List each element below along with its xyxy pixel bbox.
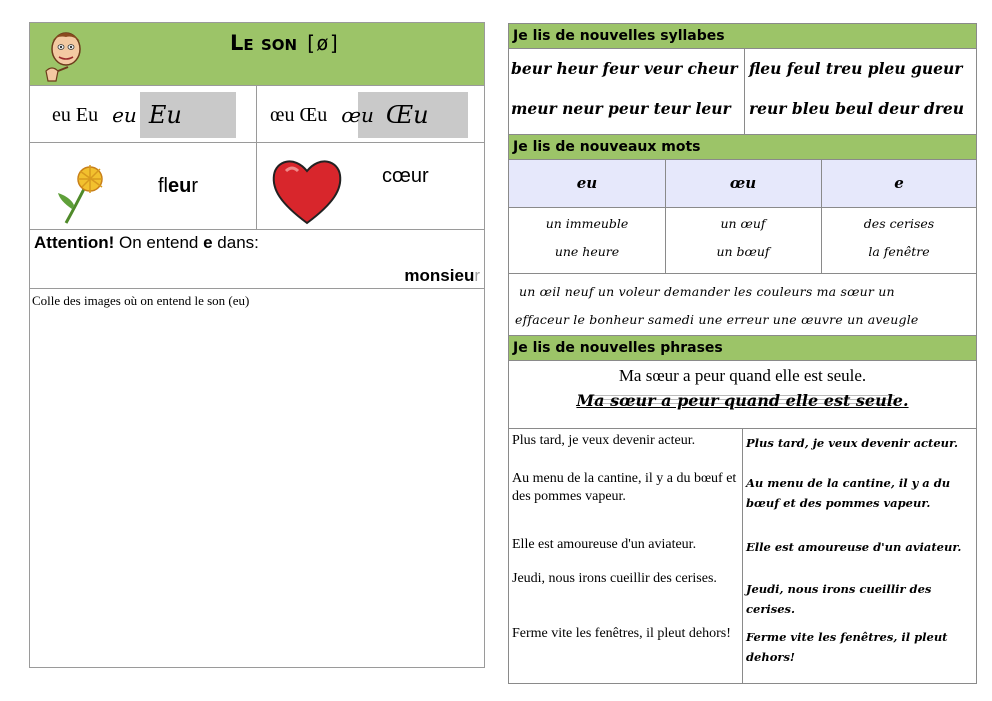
grapheme-print-small: œu: [341, 103, 374, 127]
attention-text-tail: dans:: [212, 233, 259, 252]
column-divider: [256, 86, 257, 142]
word-part: fl: [158, 175, 168, 197]
grapheme-script: Œu: [385, 101, 429, 129]
phrase-print: Ferme vite les fenêtres, il pleut dehors!: [512, 626, 731, 641]
mots-extra-box: [509, 274, 976, 336]
phrase-print: Au menu de la cantine, il y a du bœuf et des pommes vapeur.: [512, 471, 737, 504]
phrase-script: Jeudi, nous irons cueillir des cerises.: [746, 582, 932, 616]
attention-letter: e: [203, 233, 213, 252]
phrase-script: Ferme vite les fenêtres, il pleut dehors!: [746, 630, 948, 664]
paste-instruction: Colle des images où on entend le son (eu): [32, 293, 250, 308]
grapheme-script: Eu: [148, 101, 182, 129]
attention-text-part: On entend: [114, 233, 204, 252]
section-syllables-title: Je lis de nouvelles syllabes: [509, 24, 976, 49]
grapheme-print-small: eu: [112, 103, 137, 127]
column-divider: [744, 49, 745, 134]
syllables-line: meur neur peur teur leur: [511, 99, 731, 118]
phrase-print: Plus tard, je veux devenir acteur.: [512, 433, 696, 448]
sound-title: [230, 31, 341, 55]
mots-header: eu: [576, 174, 598, 192]
picture-word-coeur: cœur: [382, 165, 429, 187]
phrase-print: Elle est amoureuse d'un aviateur.: [512, 537, 697, 552]
phrase-script: Au menu de la cantine, il y a du bœuf et des pommes vapeur.: [746, 476, 951, 510]
phrase-main-script: Ma sœur a peur quand elle est seule.: [576, 391, 909, 410]
syllables-line: reur bleu beul deur dreu: [749, 99, 965, 118]
mots-header-row: [509, 160, 976, 208]
word-part: r: [191, 175, 199, 197]
phrase-script: Plus tard, je veux devenir acteur.: [746, 436, 959, 450]
mot: un œuf: [720, 216, 766, 231]
syllables-box: [509, 49, 976, 135]
grapheme-print: œu Œu: [270, 103, 328, 126]
mot: la fenêtre: [868, 244, 930, 259]
heart-icon: [270, 155, 344, 227]
boy-pointing-icon: [42, 27, 88, 83]
sound-header: [30, 23, 484, 86]
mots-extra-line: effaceur le bonheur samedi une erreur une œuvre un aveugle: [515, 312, 919, 327]
syllables-line: fleu feul treu pleu gueur: [749, 59, 963, 78]
picture-word-fleur: [158, 175, 198, 198]
attention-label: Attention!: [34, 233, 115, 252]
flower-icon: [52, 161, 114, 227]
column-divider: [742, 429, 743, 683]
phonetic-symbol: [ø]: [304, 31, 341, 55]
phrase-main-script-wrap: [509, 391, 976, 410]
attention-example-word: [404, 266, 480, 286]
mots-header: e: [894, 174, 904, 192]
mot: une heure: [554, 244, 620, 259]
mots-header: œu: [729, 174, 757, 192]
word-silent-letter: r: [474, 266, 480, 285]
grapheme-print: eu Eu: [52, 103, 99, 126]
attention-row: [30, 230, 484, 289]
grapheme-row: [30, 86, 484, 143]
column-divider: [256, 143, 257, 229]
phrase-main-print: Ma sœur a peur quand elle est seule.: [618, 366, 867, 385]
phrase-script: Elle est amoureuse d'un aviateur.: [746, 540, 962, 554]
phrases-table: [509, 429, 976, 683]
mots-extra-line: un œil neuf un voleur demander les couleurs ma sœur un: [519, 284, 895, 299]
word-part-bold: eu: [168, 175, 192, 197]
sound-title-text: Le son: [230, 31, 298, 55]
phrase-main-box: [509, 361, 976, 429]
section-mots-title: Je lis de nouveaux mots: [509, 135, 976, 160]
word-main: monsieu: [404, 266, 475, 285]
picture-row: [30, 143, 484, 230]
mots-words-row: [509, 208, 976, 274]
phrase-print: Jeudi, nous irons cueillir des cerises.: [512, 571, 717, 586]
attention-text: [34, 233, 259, 253]
mot: des cerises: [863, 216, 935, 231]
mot: un immeuble: [545, 216, 629, 231]
mot: un bœuf: [716, 244, 770, 259]
left-card: [29, 22, 485, 668]
syllables-line: beur heur feur veur cheur: [511, 59, 738, 78]
section-phrases-title: Je lis de nouvelles phrases: [509, 336, 976, 361]
right-card: [508, 23, 977, 684]
grapheme-cell-oeu: [270, 92, 429, 138]
grapheme-cell-eu: [52, 92, 182, 138]
